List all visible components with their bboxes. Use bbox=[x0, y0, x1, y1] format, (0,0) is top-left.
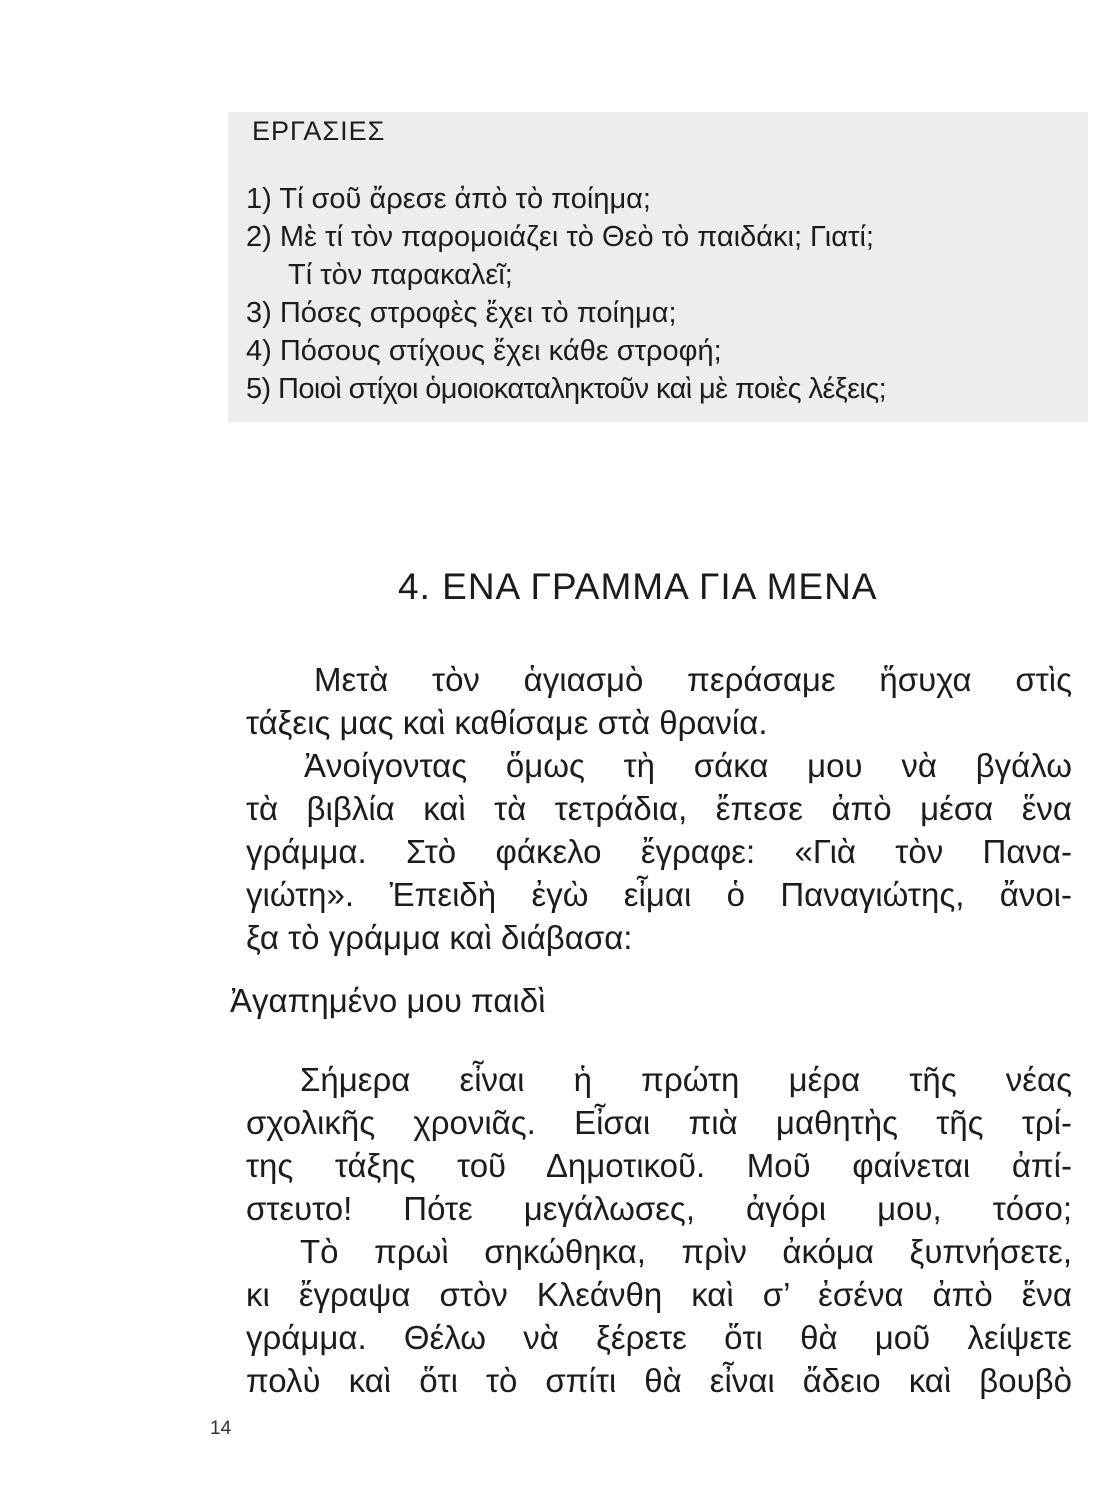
exercise-item: 4) Πόσους στίχους ἔχει κάθε στροφή; bbox=[246, 335, 722, 367]
exercise-item: 1) Τί σοῦ ἄρεσε ἀπὸ τὸ ποίημα; bbox=[246, 183, 651, 215]
chapter-title: 4. ΕΝΑ ΓΡΑΜΜΑ ΓΙΑ ΜΕΝΑ bbox=[398, 566, 878, 607]
text-line: Τὸ πρωὶ σηκώθηκα, πρὶν ἀκόμα ξυπνήσετε, bbox=[300, 1233, 1072, 1270]
text-line: ξα τὸ γράμμα καὶ διάβασα: bbox=[246, 919, 633, 956]
exercise-item: 5) Ποιοὶ στίχοι ὁμοιοκαταληκτοῦν καὶ μὲ ποιὲς λέξεις; bbox=[246, 373, 887, 405]
text-line: γράμμα. Θέλω νὰ ξέρετε ὅτι θὰ μοῦ λείψετε bbox=[246, 1319, 1072, 1356]
page-number: 14 bbox=[210, 1418, 232, 1439]
letter-salutation: Ἀγαπημένο μου παιδὶ bbox=[230, 982, 546, 1019]
text-line: Σήμερα εἶναι ἡ πρώτη μέρα τῆς νέας bbox=[300, 1061, 1072, 1098]
exercise-item: 2) Μὲ τί τὸν παρομοιάζει τὸ Θεὸ τὸ παιδάκι; Γιατί; bbox=[246, 221, 874, 253]
exercises-list bbox=[246, 180, 1076, 408]
text-line: τὰ βιβλία καὶ τὰ τετράδια, ἔπεσε ἀπὸ μέσα ἕνα bbox=[246, 790, 1072, 827]
text-line: γράμμα. Στὸ φάκελο ἔγραφε: «Γιὰ τὸν Πανα- bbox=[246, 833, 1072, 870]
text-line: τάξεις μας καὶ καθίσαμε στὰ θρανία. bbox=[246, 704, 768, 741]
narrative-paragraph bbox=[246, 658, 1072, 959]
exercises-heading: ΕΡΓΑΣΙΕΣ bbox=[252, 116, 386, 146]
text-line: σχολικῆς χρονιᾶς. Εἶσαι πιὰ μαθητὴς τῆς τρί- bbox=[246, 1104, 1072, 1141]
letter-body bbox=[246, 1058, 1072, 1402]
exercise-item-continuation: Τί τὸν παρακαλεῖ; bbox=[288, 259, 513, 291]
text-line: κι ἔγραψα στὸν Κλεάνθη καὶ σ’ ἐσένα ἀπὸ ἕνα bbox=[246, 1276, 1072, 1313]
exercise-item: 3) Πόσες στροφὲς ἔχει τὸ ποίημα; bbox=[246, 297, 677, 329]
text-line: γιώτη». Ἐπειδὴ ἐγὼ εἶμαι ὁ Παναγιώτης, ἄνοι- bbox=[246, 876, 1072, 913]
text-line: Μετὰ τὸν ἁγιασμὸ περάσαμε ἥσυχα στὶς bbox=[314, 661, 1072, 698]
text-line: Ἀνοίγοντας ὅμως τὴ σάκα μου νὰ βγάλω bbox=[304, 747, 1072, 784]
text-line: στευτο! Πότε μεγάλωσες, ἀγόρι μου, τόσο; bbox=[246, 1190, 1072, 1227]
text-line: πολὺ καὶ ὅτι τὸ σπίτι θὰ εἶναι ἄδειο καὶ βουβὸ bbox=[246, 1362, 1072, 1399]
text-line: της τάξης τοῦ Δημοτικοῦ. Μοῦ φαίνεται ἀπί- bbox=[246, 1147, 1072, 1184]
